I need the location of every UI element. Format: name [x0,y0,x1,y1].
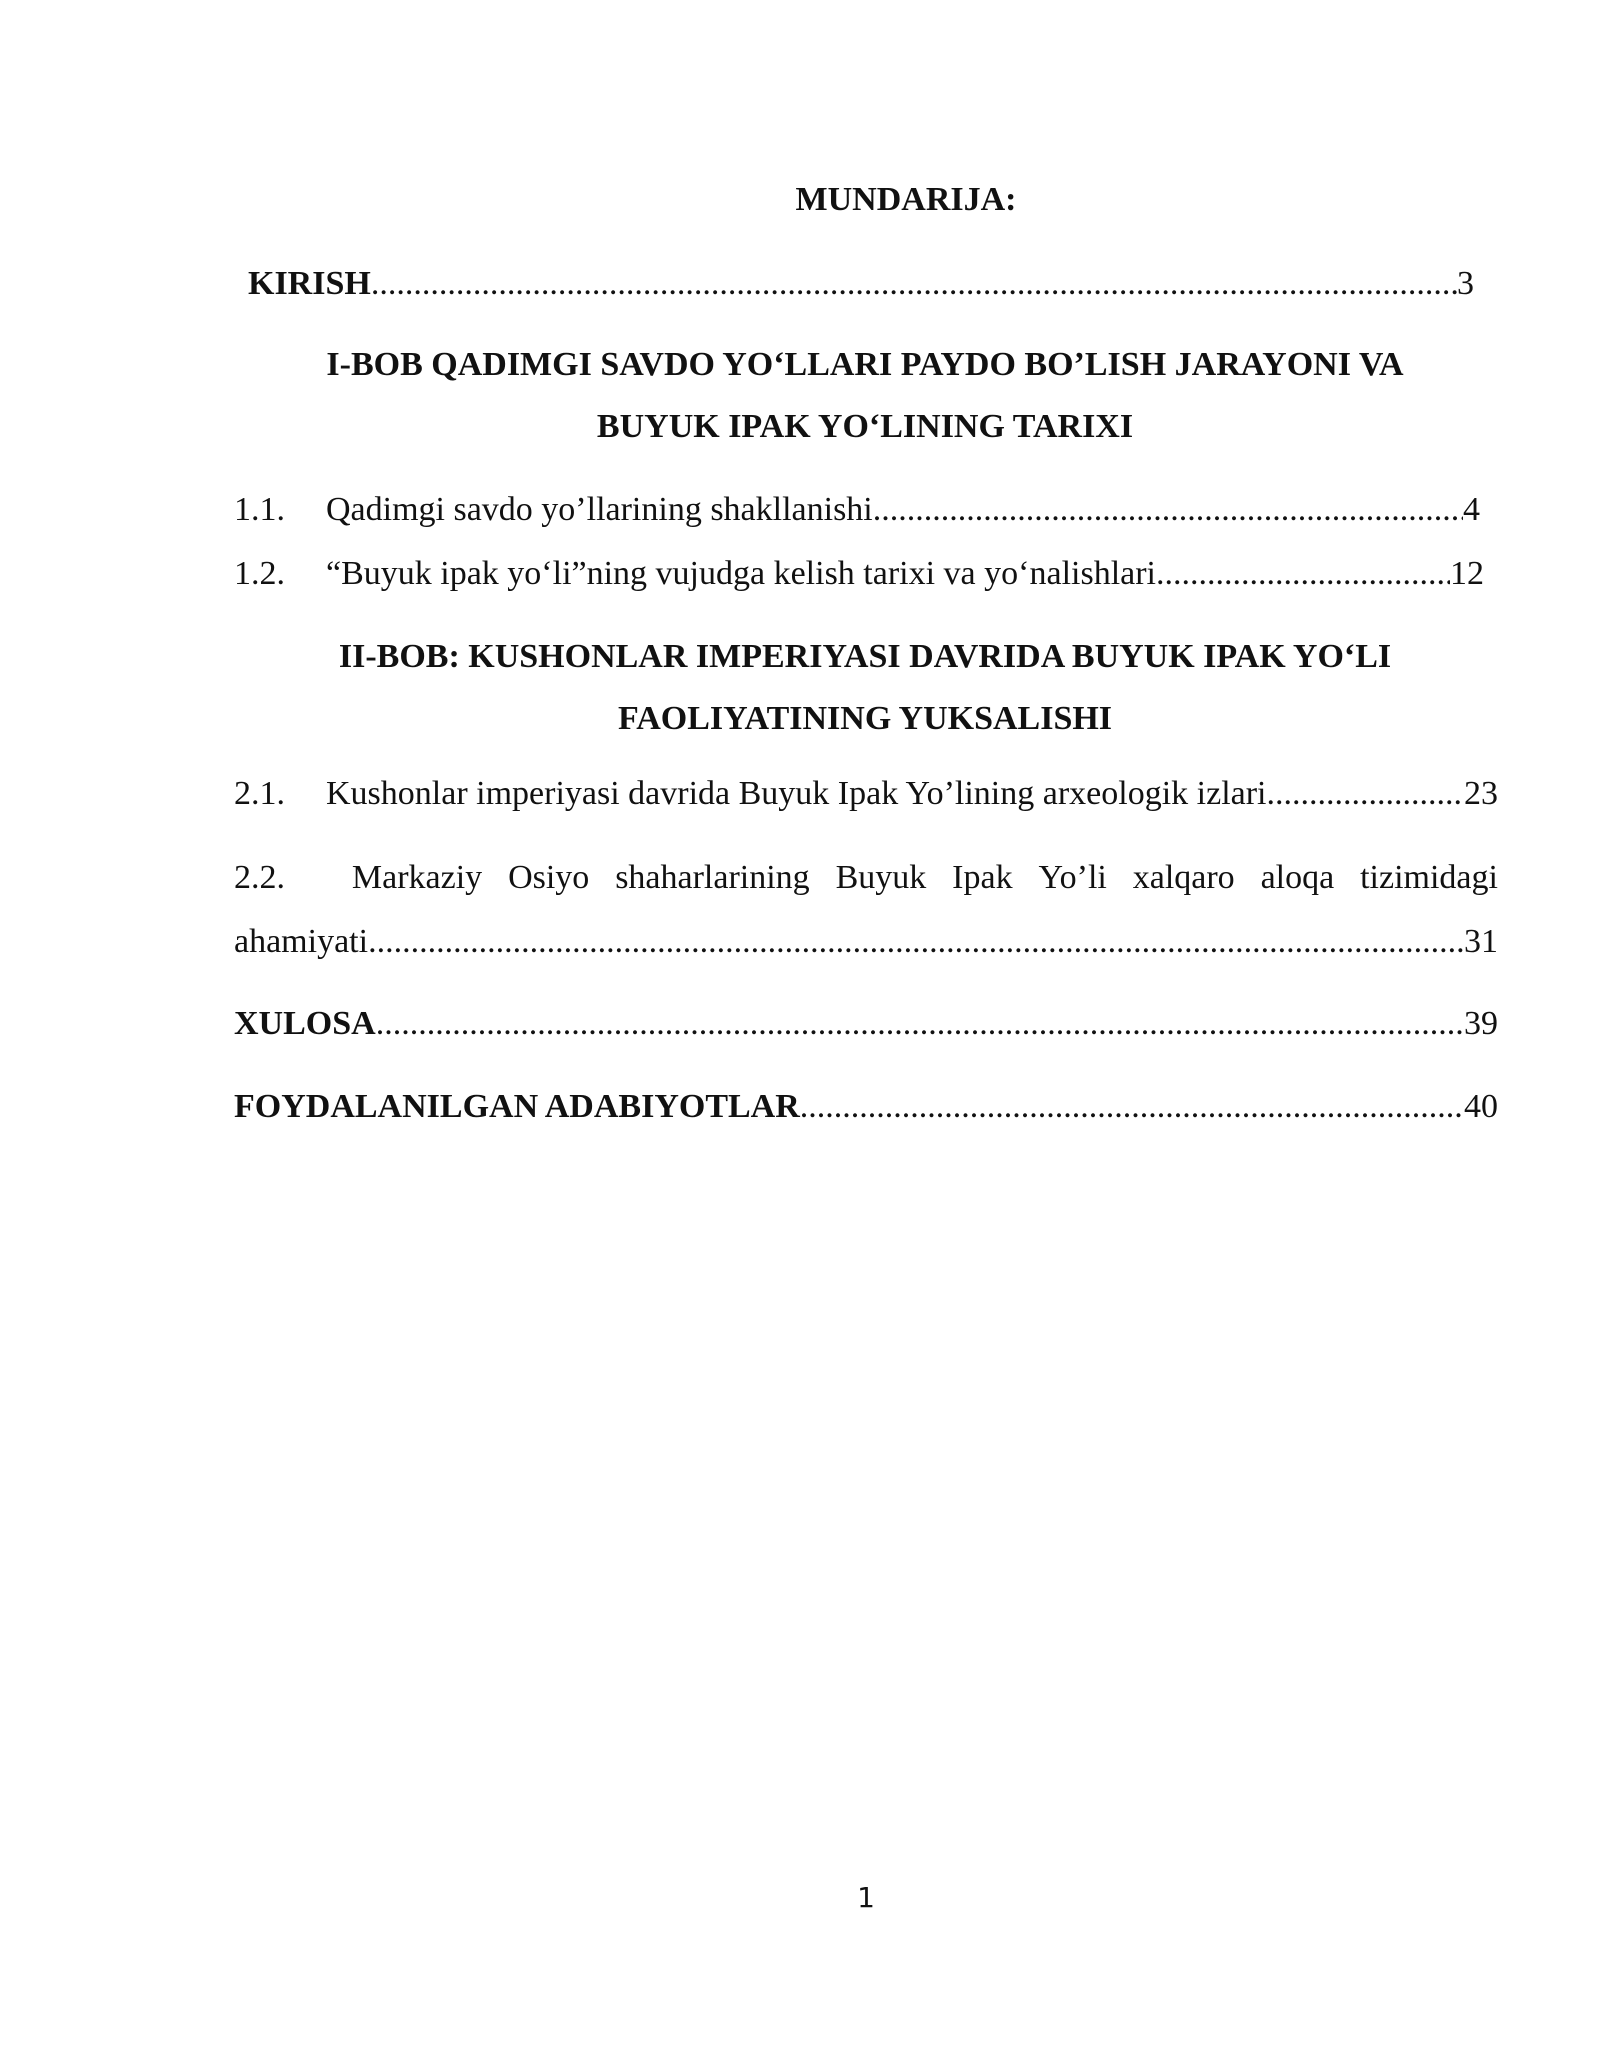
toc-section-title: Kushonlar imperiyasi davrida Buyuk Ipak Yo’lining arxeologik izlari [326,775,1267,812]
toc-leader-dots [376,1002,1464,1046]
chapter-1-heading [230,334,1500,458]
toc-section-number: 1.2. [234,555,285,592]
chapter-2-heading [230,626,1500,750]
toc-title-word: aloqa [1260,859,1335,896]
toc-entry-1-2[interactable] [234,552,1484,596]
toc-entry-intro[interactable] [248,262,1474,306]
toc-page-number: 39 [1464,1005,1498,1042]
toc-page-number: 4 [1463,491,1480,528]
toc-title-word: shaharlarining [615,859,810,896]
toc-leader-dots [371,262,1457,306]
toc-section-title: Qadimgi savdo yo’llarining shakllanishi [326,491,873,528]
toc-title-word: xalqaro [1132,859,1235,896]
toc-section-title: ahamiyati [234,923,369,960]
toc-leader-dots [368,920,1464,964]
chapter-2-heading-line1: II-BOB: KUSHONLAR IMPERIYASI DAVRIDA BUYUK IPAK YO‘LI [338,638,1392,675]
toc-section-number: 2.1. [234,775,285,812]
toc-page-number: 40 [1464,1088,1498,1125]
toc-entry-references[interactable] [234,1085,1498,1129]
toc-entry-label: FOYDALANILGAN ADABIYOTLAR [234,1088,800,1125]
toc-section-number: 2.2. [234,859,285,896]
toc-page-number: 23 [1464,775,1498,812]
toc-title-word: tizimidagi [1360,859,1498,896]
chapter-1-heading-line2: BUYUK IPAK YO‘LINING TARIXI [596,408,1134,445]
toc-leader-dots [800,1085,1464,1129]
toc-page-number: 12 [1450,555,1484,592]
toc-title-word: Osiyo [508,859,590,896]
toc-title-word: Yo’li [1038,859,1107,896]
toc-entry-2-1[interactable] [234,772,1498,816]
toc-section-number: 1.1. [234,491,285,528]
toc-title-word: Buyuk [835,859,927,896]
toc-entry-2-2-line2[interactable] [234,920,1498,964]
toc-page-number: 3 [1457,265,1474,302]
toc-entry-conclusion[interactable] [234,1002,1498,1046]
toc-page-number: 31 [1464,923,1498,960]
toc-leader-dots [1267,772,1465,816]
toc-leader-dots [873,488,1463,532]
toc-entry-label: XULOSA [234,1005,376,1042]
toc-entry-label: KIRISH [248,265,371,302]
toc-title-word: Markaziy [351,859,483,896]
toc-title-word: Ipak [952,859,1013,896]
toc-entry-2-2-line1[interactable] [234,856,1498,900]
toc-entry-1-1[interactable] [234,488,1480,532]
toc-title: MUNDARIJA: [795,181,1017,218]
page-number: 1 [857,1881,875,1914]
toc-leader-dots [1156,552,1450,596]
chapter-2-heading-line2: FAOLIYATINING YUKSALISHI [617,700,1113,737]
toc-section-title: “Buyuk ipak yo‘li”ning vujudga kelish tarixi va yo‘nalishlari [326,555,1156,592]
chapter-1-heading-line1: I-BOB QADIMGI SAVDO YO‘LLARI PAYDO BO’LISH JARAYONI VA [326,346,1404,383]
